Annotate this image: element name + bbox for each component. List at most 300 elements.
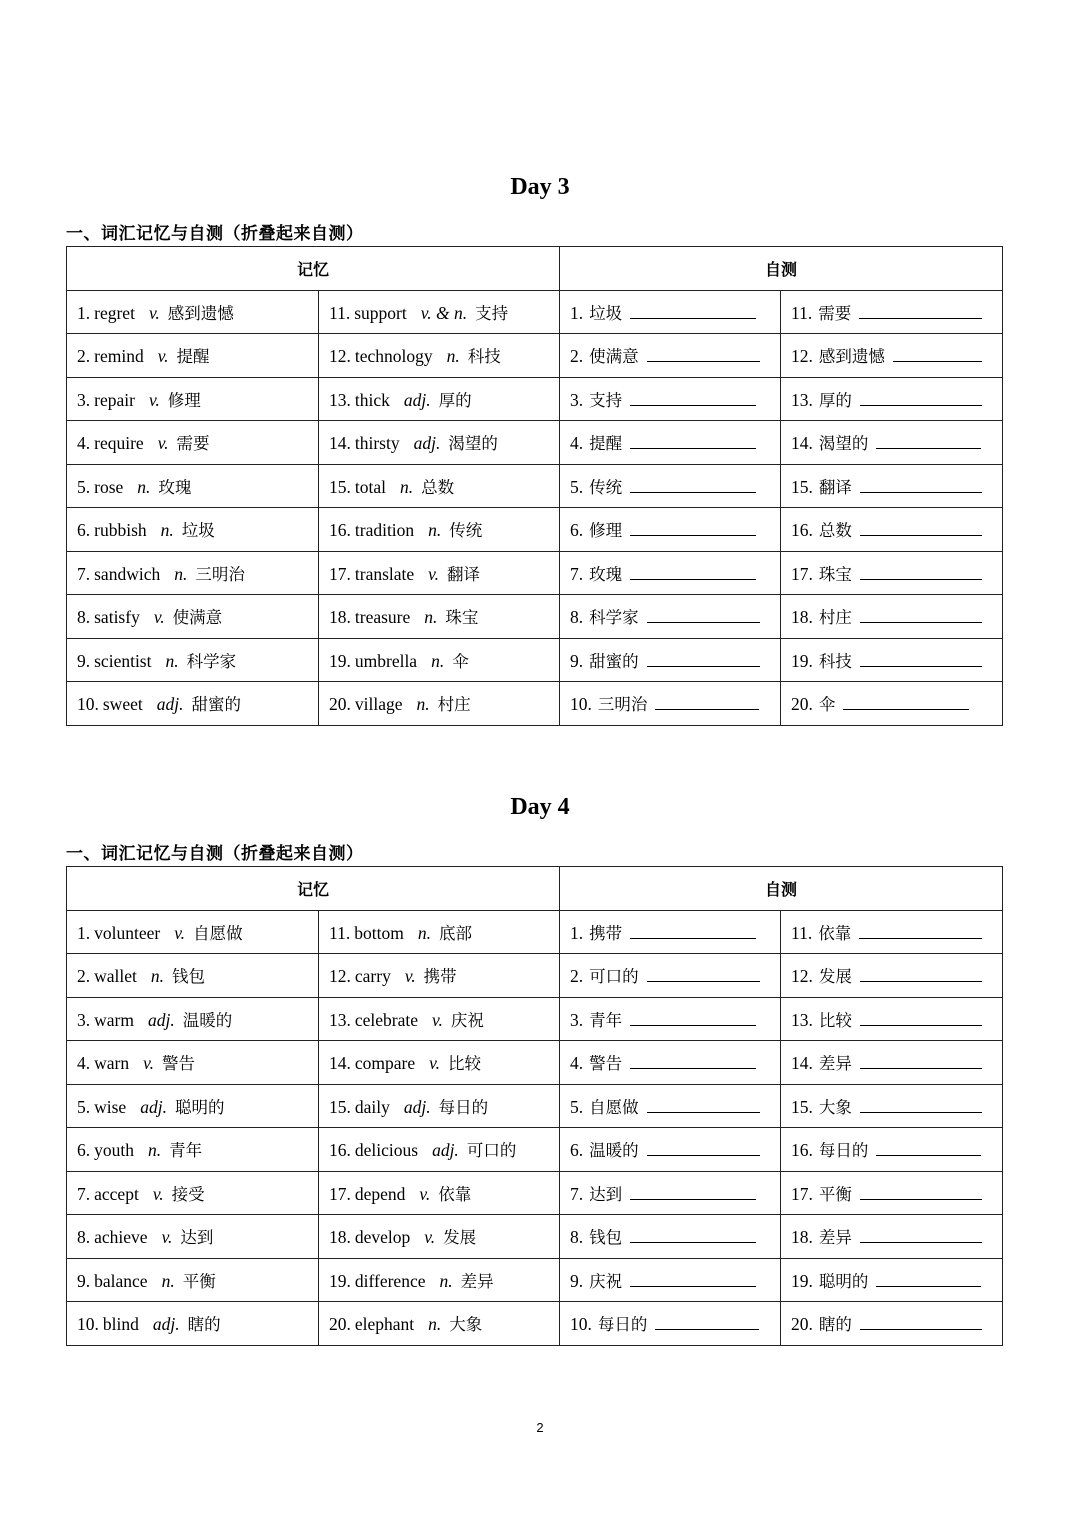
answer-blank[interactable] [630,432,756,449]
self-test-entry [781,334,1003,378]
answer-blank[interactable] [630,1270,756,1287]
memory-entry [67,997,319,1041]
chinese-meaning: 聪明的 [174,1097,225,1117]
part-of-speech: v. [424,1227,436,1248]
chinese-prompt: 甜蜜的 [589,651,639,671]
test-header: 自测 [560,247,1003,291]
entry-number: 11. [791,922,813,943]
entry-number: 12. [791,346,813,367]
memory-entry [319,290,560,334]
chinese-prompt: 达到 [589,1184,623,1204]
part-of-speech: n. [416,694,430,715]
answer-blank[interactable] [630,1183,756,1200]
chinese-prompt: 珠宝 [818,564,852,584]
english-word: volunteer [94,922,161,943]
entry-number: 11. [329,922,351,943]
entry-number: 2. [77,346,91,367]
entry-number: 12. [329,346,351,367]
english-word: bottom [354,922,404,943]
chinese-meaning: 渴望的 [448,434,498,454]
self-test-entry [560,638,781,682]
entry-number: 14. [329,1053,351,1074]
chinese-meaning: 伞 [452,651,469,671]
answer-blank[interactable] [860,519,982,536]
self-test-entry [781,910,1003,954]
entry-number: 1. [570,302,584,323]
entry-number: 8. [570,1227,584,1248]
chinese-meaning: 村庄 [437,695,471,715]
memory-entry [67,464,319,508]
part-of-speech: v. [404,966,416,987]
entry-number: 8. [77,1227,91,1248]
chinese-meaning: 瞎的 [187,1315,221,1335]
entry-number: 9. [570,650,584,671]
chinese-meaning: 传统 [449,521,483,541]
chinese-prompt: 平衡 [818,1184,852,1204]
chinese-prompt: 差异 [818,1228,852,1248]
vocab-table-day-3 [66,246,1003,726]
entry-number: 17. [791,563,813,584]
english-word: total [354,476,386,497]
self-test-entry [560,997,781,1041]
entry-number: 16. [791,1140,813,1161]
answer-blank[interactable] [876,432,981,449]
answer-blank[interactable] [860,476,982,493]
self-test-entry [781,1171,1003,1215]
self-test-entry [781,377,1003,421]
part-of-speech: n. [428,1314,442,1335]
self-test-entry [781,997,1003,1041]
entry-number: 4. [570,433,584,454]
chinese-meaning: 垃圾 [181,521,215,541]
table-row [67,508,1003,552]
part-of-speech: adj. [147,1009,175,1030]
memory-entry [67,421,319,465]
answer-blank[interactable] [647,345,760,362]
vocab-table-day-4 [66,866,1003,1346]
entry-number: 14. [329,433,351,454]
english-word: sandwich [94,563,161,584]
entry-number: 7. [77,1183,91,1204]
entry-number: 5. [77,476,91,497]
chinese-prompt: 村庄 [818,608,852,628]
self-test-entry [781,421,1003,465]
english-word: thirsty [354,433,400,454]
entry-number: 17. [329,563,351,584]
chinese-meaning: 庆祝 [450,1010,484,1030]
entry-number: 6. [570,1140,584,1161]
memory-entry [67,377,319,421]
chinese-meaning: 科技 [467,347,501,367]
answer-blank[interactable] [630,1226,756,1243]
chinese-meaning: 每日的 [438,1097,489,1117]
entry-number: 15. [329,1096,351,1117]
chinese-meaning: 比较 [447,1054,481,1074]
entry-number: 11. [791,302,813,323]
chinese-meaning: 需要 [176,434,210,454]
answer-blank[interactable] [647,1096,760,1113]
answer-blank[interactable] [860,1009,982,1026]
answer-blank[interactable] [859,302,982,319]
entry-number: 2. [77,966,91,987]
table-row [67,595,1003,639]
entry-number: 10. [77,1314,99,1335]
chinese-prompt: 每日的 [818,1141,869,1161]
entry-number: 5. [77,1096,91,1117]
answer-blank[interactable] [843,693,969,710]
entry-number: 18. [329,1227,351,1248]
chinese-prompt: 比较 [818,1010,852,1030]
part-of-speech: v. [152,1183,164,1204]
self-test-entry [560,421,781,465]
entry-number: 5. [570,1096,584,1117]
english-word: satisfy [94,607,140,628]
table-row [67,551,1003,595]
answer-blank[interactable] [647,650,760,667]
english-word: balance [94,1270,148,1291]
self-test-entry [781,1215,1003,1259]
part-of-speech: n. [431,650,445,671]
self-test-entry [560,377,781,421]
part-of-speech: n. [446,346,460,367]
self-test-entry [781,1084,1003,1128]
answer-blank[interactable] [860,1096,982,1113]
memory-entry [67,1171,319,1215]
entry-number: 18. [791,1227,813,1248]
entry-number: 1. [570,922,584,943]
self-test-entry [560,910,781,954]
part-of-speech: v. [432,1009,443,1030]
entry-number: 5. [570,476,584,497]
part-of-speech: n. [174,563,188,584]
chinese-prompt: 瞎的 [818,1315,852,1335]
memory-entry [67,1258,319,1302]
test-header: 自测 [560,867,1003,911]
self-test-entry [781,464,1003,508]
entry-number: 6. [570,520,584,541]
answer-blank[interactable] [630,1052,756,1069]
self-test-entry [560,290,781,334]
chinese-prompt: 玫瑰 [589,564,623,584]
memory-entry [67,1041,319,1085]
self-test-entry [560,508,781,552]
chinese-meaning: 三明治 [195,564,245,584]
part-of-speech: n. [417,922,431,943]
chinese-prompt: 修理 [589,521,623,541]
english-word: rose [94,476,124,497]
chinese-meaning: 支持 [475,303,509,323]
entry-number: 18. [329,607,351,628]
entry-number: 4. [570,1053,584,1074]
part-of-speech: v. [157,433,169,454]
table-row [67,1302,1003,1346]
table-row [67,377,1003,421]
self-test-entry [781,1128,1003,1172]
answer-blank[interactable] [860,1313,982,1330]
answer-blank[interactable] [655,693,759,710]
self-test-entry [781,1258,1003,1302]
chinese-prompt: 可口的 [589,967,639,987]
table-row [67,997,1003,1041]
answer-blank[interactable] [860,1052,982,1069]
answer-blank[interactable] [630,302,756,319]
section-heading: 一、词汇记忆与自测（折叠起来自测） [66,844,364,864]
chinese-meaning: 珠宝 [445,608,479,628]
chinese-meaning: 差异 [460,1271,494,1291]
part-of-speech: n. [148,1140,162,1161]
chinese-prompt: 科学家 [589,608,639,628]
memory-entry [319,997,560,1041]
chinese-prompt: 差异 [818,1054,852,1074]
chinese-prompt: 需要 [818,303,852,323]
self-test-entry [560,334,781,378]
english-word: warn [94,1053,130,1074]
answer-blank[interactable] [630,519,756,536]
entry-number: 8. [570,607,584,628]
memory-entry [319,595,560,639]
chinese-meaning: 可口的 [466,1141,517,1161]
entry-number: 18. [791,607,813,628]
entry-number: 16. [791,520,813,541]
chinese-prompt: 伞 [818,695,836,715]
part-of-speech: v. [174,922,186,943]
entry-number: 16. [329,520,351,541]
answer-blank[interactable] [860,650,982,667]
chinese-prompt: 支持 [589,390,623,410]
entry-number: 13. [329,389,351,410]
self-test-entry [781,1041,1003,1085]
chinese-prompt: 科技 [818,651,852,671]
answer-blank[interactable] [860,606,982,623]
answer-blank[interactable] [876,1270,981,1287]
answer-blank[interactable] [647,606,760,623]
chinese-prompt: 钱包 [589,1228,623,1248]
table-row [67,334,1003,378]
chinese-prompt: 三明治 [597,695,648,715]
memory-entry [319,377,560,421]
memory-entry [319,421,560,465]
answer-blank[interactable] [860,563,982,580]
table-row [67,910,1003,954]
entry-number: 4. [77,433,91,454]
entry-number: 20. [791,694,813,715]
chinese-meaning: 接受 [171,1184,205,1204]
chinese-prompt: 渴望的 [818,434,869,454]
english-word: treasure [354,607,411,628]
memory-entry [67,954,319,998]
entry-number: 3. [77,389,91,410]
answer-blank[interactable] [647,1139,760,1156]
english-word: repair [94,389,135,410]
english-word: warm [94,1009,134,1030]
chinese-meaning: 翻译 [447,564,480,584]
self-test-entry [560,595,781,639]
self-test-entry [560,1258,781,1302]
english-word: sweet [102,694,143,715]
part-of-speech: adj. [140,1096,167,1117]
self-test-entry [781,551,1003,595]
answer-blank[interactable] [859,922,982,939]
english-word: rubbish [94,520,147,541]
answer-blank[interactable] [860,1226,982,1243]
self-test-entry [560,954,781,998]
entry-number: 10. [570,1314,592,1335]
chinese-prompt: 翻译 [818,477,852,497]
english-word: depend [354,1183,406,1204]
self-test-entry [560,682,781,726]
entry-number: 2. [570,966,584,987]
chinese-prompt: 自愿做 [589,1097,639,1117]
part-of-speech: n. [137,476,151,497]
self-test-entry [560,1302,781,1346]
self-test-entry [781,638,1003,682]
self-test-entry [560,1171,781,1215]
chinese-meaning: 携带 [423,967,457,987]
day-title: Day 3 [510,174,570,200]
memory-entry [319,682,560,726]
memory-entry [67,1302,319,1346]
part-of-speech: v. [157,346,169,367]
memory-entry [67,638,319,682]
entry-number: 20. [791,1314,813,1335]
english-word: celebrate [354,1009,419,1030]
chinese-meaning: 钱包 [172,967,206,987]
chinese-meaning: 玫瑰 [158,477,192,497]
entry-number: 12. [791,966,813,987]
self-test-entry [781,595,1003,639]
entry-number: 14. [791,433,813,454]
part-of-speech: v. [428,563,439,584]
memory-entry [319,464,560,508]
memory-entry [319,910,560,954]
answer-blank[interactable] [647,965,760,982]
english-word: difference [354,1270,426,1291]
chinese-prompt: 携带 [589,923,623,943]
entry-number: 13. [329,1009,351,1030]
part-of-speech: adj. [403,389,431,410]
entry-number: 8. [77,607,91,628]
entry-number: 6. [77,1140,91,1161]
entry-number: 15. [791,1096,813,1117]
chinese-prompt: 总数 [818,521,852,541]
chinese-prompt: 发展 [818,967,852,987]
part-of-speech: n. [439,1270,453,1291]
english-word: village [354,694,403,715]
part-of-speech: n. [160,520,174,541]
english-word: regret [94,302,135,323]
answer-blank[interactable] [630,563,756,580]
chinese-prompt: 聪明的 [818,1271,869,1291]
part-of-speech: v. [153,607,165,628]
chinese-prompt: 依靠 [818,923,852,943]
part-of-speech: adj. [152,1314,180,1335]
entry-number: 20. [329,694,351,715]
table-row [67,421,1003,465]
chinese-prompt: 温暖的 [589,1141,639,1161]
english-word: compare [354,1053,416,1074]
memory-entry [319,508,560,552]
english-word: daily [354,1096,390,1117]
answer-blank[interactable] [860,389,982,406]
chinese-prompt: 青年 [589,1010,623,1030]
memory-entry [67,910,319,954]
entry-number: 19. [791,650,813,671]
entry-number: 9. [77,650,91,671]
english-word: accept [94,1183,139,1204]
memory-entry [67,595,319,639]
english-word: scientist [94,650,152,671]
english-word: thick [354,389,390,410]
self-test-entry [781,290,1003,334]
answer-blank[interactable] [630,389,756,406]
memory-entry [319,551,560,595]
entry-number: 16. [329,1140,351,1161]
answer-blank[interactable] [893,345,982,362]
part-of-speech: v. [429,1053,440,1074]
memory-entry [67,551,319,595]
chinese-meaning: 依靠 [438,1184,472,1204]
part-of-speech: v. [148,302,160,323]
english-word: youth [94,1140,134,1161]
self-test-entry [560,551,781,595]
chinese-meaning: 修理 [167,390,201,410]
answer-blank[interactable] [655,1313,759,1330]
memory-entry [319,334,560,378]
chinese-meaning: 大象 [449,1315,483,1335]
entry-number: 12. [329,966,351,987]
chinese-meaning: 平衡 [182,1271,216,1291]
table-row [67,1171,1003,1215]
table-row [67,464,1003,508]
english-word: tradition [354,520,415,541]
answer-blank[interactable] [630,922,756,939]
answer-blank[interactable] [630,476,756,493]
entry-number: 7. [570,563,584,584]
english-word: require [94,433,144,454]
part-of-speech: adj. [156,694,184,715]
self-test-entry [560,464,781,508]
answer-blank[interactable] [860,1183,982,1200]
table-row [67,1084,1003,1128]
page-number: 2 [536,1420,544,1435]
entry-number: 1. [77,922,91,943]
part-of-speech: v. [148,389,160,410]
table-row [67,638,1003,682]
memory-entry [67,1084,319,1128]
memory-entry [319,1258,560,1302]
chinese-prompt: 每日的 [597,1315,648,1335]
table-row [67,1041,1003,1085]
chinese-prompt: 垃圾 [589,303,623,323]
chinese-prompt: 传统 [589,477,623,497]
answer-blank[interactable] [860,965,982,982]
answer-blank[interactable] [876,1139,981,1156]
entry-number: 19. [791,1270,813,1291]
memory-entry [67,508,319,552]
memory-header: 记忆 [67,867,560,911]
english-word: technology [354,346,433,367]
part-of-speech: n. [424,607,438,628]
memory-entry [319,638,560,682]
entry-number: 10. [77,694,99,715]
part-of-speech: n. [428,520,442,541]
chinese-meaning: 厚的 [438,390,472,410]
section-heading: 一、词汇记忆与自测（折叠起来自测） [66,224,364,244]
chinese-meaning: 底部 [438,923,472,943]
chinese-meaning: 总数 [421,477,455,497]
answer-blank[interactable] [630,1009,756,1026]
english-word: elephant [354,1314,415,1335]
